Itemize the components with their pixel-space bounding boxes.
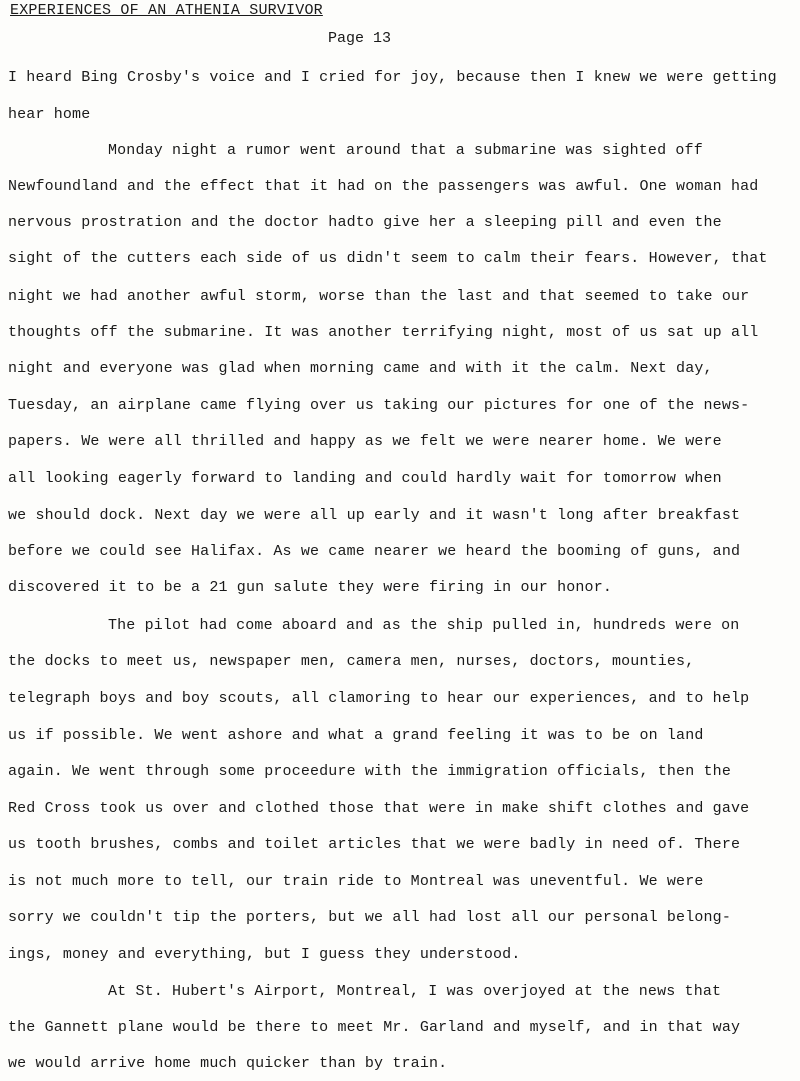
text-line: Monday night a rumor went around that a submarine was sighted off (108, 142, 703, 159)
text-line: us if possible. We went ashore and what a grand feeling it was to be on land (8, 727, 704, 744)
text-line: again. We went through some proceedure with the immigration officials, then the (8, 763, 731, 780)
text-line: the docks to meet us, newspaper men, camera men, nurses, doctors, mounties, (8, 653, 695, 670)
document-title: EXPERIENCES OF AN ATHENIA SURVIVOR (10, 2, 323, 19)
text-line: before we could see Halifax. As we came nearer we heard the booming of guns, and (8, 543, 741, 560)
text-line: ings, money and everything, but I guess they understood. (8, 946, 521, 963)
text-line: us tooth brushes, combs and toilet articles that we were badly in need of. There (8, 836, 741, 853)
text-line: telegraph boys and boy scouts, all clamoring to hear our experiences, and to help (8, 690, 750, 707)
text-line: The pilot had come aboard and as the ship pulled in, hundreds were on (108, 617, 740, 634)
page-number: Page 13 (328, 30, 392, 47)
text-line: sight of the cutters each side of us didn't seem to calm their fears. However, that (8, 250, 768, 267)
text-line: Red Cross took us over and clothed those that were in make shift clothes and gave (8, 800, 750, 817)
text-line: night we had another awful storm, worse than the last and that seemed to take our (8, 288, 750, 305)
text-line: Tuesday, an airplane came flying over us taking our pictures for one of the news- (8, 397, 750, 414)
text-line: I heard Bing Crosby's voice and I cried for joy, because then I knew we were getting (8, 69, 777, 86)
text-line: the Gannett plane would be there to meet Mr. Garland and myself, and in that way (8, 1019, 741, 1036)
text-line: is not much more to tell, our train ride to Montreal was uneventful. We were (8, 873, 704, 890)
text-line: Newfoundland and the effect that it had on the passengers was awful. One woman had (8, 178, 759, 195)
text-line: nervous prostration and the doctor hadto give her a sleeping pill and even the (8, 214, 722, 231)
text-line: all looking eagerly forward to landing and could hardly wait for tomorrow when (8, 470, 722, 487)
text-line: sorry we couldn't tip the porters, but we all had lost all our personal belong- (8, 909, 731, 926)
text-line: hear home (8, 106, 91, 123)
text-line: discovered it to be a 21 gun salute they were firing in our honor. (8, 579, 612, 596)
text-line: we would arrive home much quicker than by train. (8, 1055, 448, 1072)
text-line: we should dock. Next day we were all up early and it wasn't long after breakfast (8, 507, 741, 524)
text-line: thoughts off the submarine. It was another terrifying night, most of us sat up all (8, 324, 759, 341)
text-line: night and everyone was glad when morning came and with it the calm. Next day, (8, 360, 713, 377)
text-line: At St. Hubert's Airport, Montreal, I was overjoyed at the news that (108, 983, 722, 1000)
text-line: papers. We were all thrilled and happy as we felt we were nearer home. We were (8, 433, 722, 450)
